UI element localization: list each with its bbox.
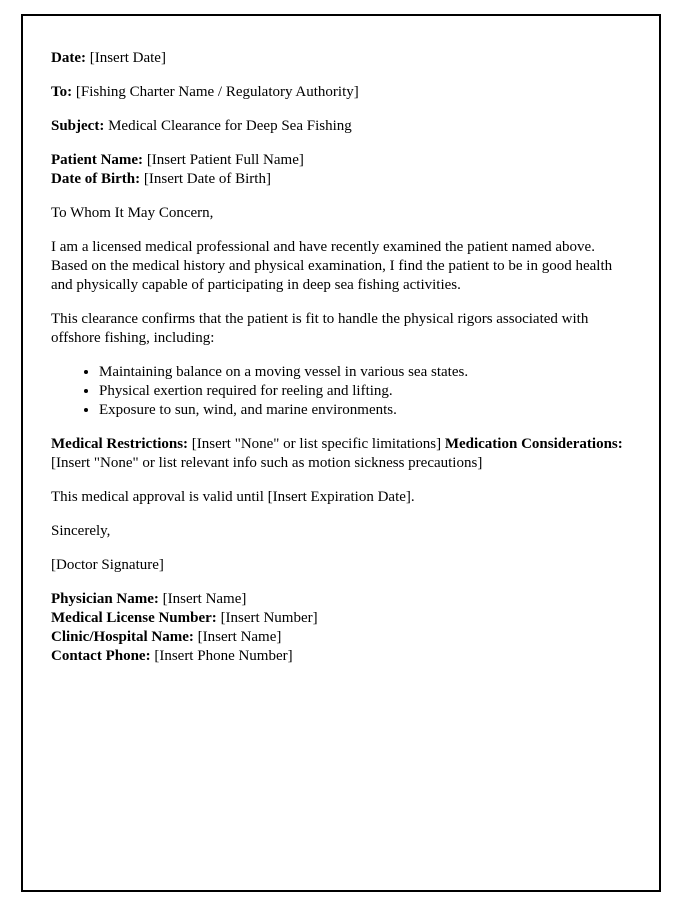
license-number-line: [51, 609, 631, 628]
date-value: [Insert Date]: [89, 50, 166, 66]
letter-page: [21, 14, 661, 892]
patient-name-value: [Insert Patient Full Name]: [146, 152, 304, 168]
contact-phone-value: [Insert Phone Number]: [154, 648, 293, 664]
clearance-bullet-list: [51, 363, 631, 420]
intro-paragraph: I am a licensed medical professional and have recently examined the patient named above. Based on the medical history and physical examination, I find the patient to be in good health and physically capable of participating in deep sea fishing activities.: [51, 239, 613, 293]
clinic-name-value: [Insert Name]: [197, 629, 282, 645]
bullet-item: • Exposure to sun, wind, and marine environments.: [99, 401, 631, 420]
clinic-name-label: Clinic/Hospital Name:: [51, 629, 194, 645]
physician-name-line: [51, 590, 631, 609]
physician-info-block: [51, 590, 631, 666]
patient-name-label: Patient Name:: [51, 152, 144, 168]
to-label: To:: [51, 84, 73, 100]
closing-line: Sincerely,: [51, 523, 111, 539]
physician-name-value: [Insert Name]: [162, 591, 247, 607]
patient-info-block: [51, 151, 631, 189]
medical-restrictions-line: [51, 436, 441, 452]
bullet-item: • Physical exertion required for reeling and lifting.: [99, 382, 631, 401]
bullet-item: • Maintaining balance on a moving vessel in various sea states.: [99, 363, 631, 382]
subject-value: Medical Clearance for Deep Sea Fishing: [108, 118, 352, 134]
signature-placeholder: [Doctor Signature]: [51, 557, 164, 573]
date-label: Date:: [51, 50, 86, 66]
validity-line: This medical approval is valid until [Insert Expiration Date].: [51, 489, 415, 505]
date-of-birth-line: [51, 170, 631, 189]
medication-considerations-value: [Insert "None" or list relevant info such as motion sickness precautions]: [51, 455, 483, 471]
medication-considerations-label: Medication Considerations:: [444, 436, 623, 452]
date-of-birth-label: Date of Birth:: [51, 171, 141, 187]
salutation: To Whom It May Concern,: [51, 205, 214, 221]
restrictions-block: [51, 435, 631, 473]
date-line: [51, 49, 631, 68]
contact-phone-line: [51, 647, 631, 666]
clinic-name-line: [51, 628, 631, 647]
subject-label: Subject:: [51, 118, 105, 134]
subject-line: [51, 117, 631, 136]
to-line: [51, 83, 631, 102]
medical-restrictions-label: Medical Restrictions:: [51, 436, 189, 452]
license-number-value: [Insert Number]: [220, 610, 318, 626]
contact-phone-label: Contact Phone:: [51, 648, 151, 664]
license-number-label: Medical License Number:: [51, 610, 217, 626]
physician-name-label: Physician Name:: [51, 591, 159, 607]
patient-name-line: [51, 151, 631, 170]
date-of-birth-value: [Insert Date of Birth]: [143, 171, 271, 187]
clearance-paragraph: This clearance confirms that the patient is fit to handle the physical rigors associated with offshore fishing, including:: [51, 311, 589, 346]
medical-restrictions-value: [Insert "None" or list specific limitations]: [191, 436, 442, 452]
to-value: [Fishing Charter Name / Regulatory Authority]: [75, 84, 359, 100]
